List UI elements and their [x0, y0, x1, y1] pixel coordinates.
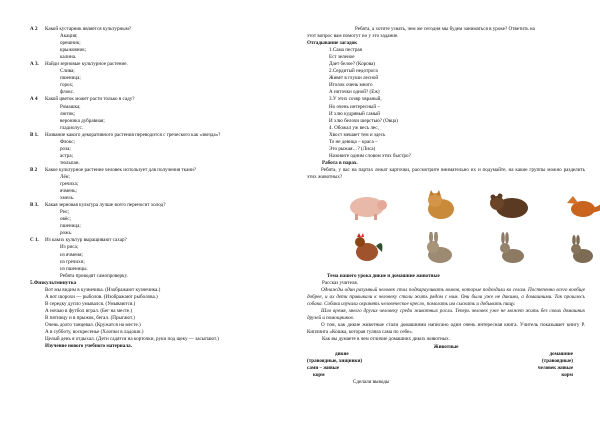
riddle-line: 4. Обожал уж весь лес,	[329, 124, 379, 131]
answer-option: Рис;	[60, 209, 70, 216]
riddle-question: Назовите одним словом этих быстро?	[329, 152, 411, 159]
lesson-topic: Тема нашего урока дикие и домашние животные	[327, 273, 440, 280]
question-text: Какое культурное растение человек использует для получения ткани?	[45, 166, 197, 173]
self-check-note: Ребята проводят самопроверку.	[60, 272, 128, 279]
wild-card	[475, 183, 600, 271]
question-a2	[30, 26, 280, 33]
pair-work-text: Ребята, у вас на партах лежат карточки, рассмотрите внимательно их и подумайте, на какие группы можно разделить этих животных?	[307, 166, 585, 180]
riddle-line: И хлю белочи шерстью? (Овца)	[329, 117, 398, 124]
answer-option: астра;	[60, 152, 74, 159]
fizminutka-heading: 5.Физкультминутка	[30, 279, 77, 286]
riddle-line: Иголок очень много	[329, 82, 373, 89]
question-code: А 2	[30, 26, 38, 32]
intro-line: Ребята, а хотите узнать, чем же сегодня мы будем заниматься в уроке? Ответить на	[355, 26, 535, 32]
answer-option: лютик;	[60, 110, 76, 117]
hare-photo	[475, 227, 547, 271]
answer-option: из пшеницы.	[60, 265, 88, 272]
domestic-subheader: (травоядные)	[541, 357, 573, 364]
question-code: В 1.	[30, 131, 39, 138]
pig-photo	[331, 183, 403, 227]
riddle-line: 3.У этих созвр хвраный,	[329, 96, 382, 103]
answer-option: пшеница;	[60, 223, 81, 230]
table-row	[307, 372, 585, 379]
answer-option: Слива;	[60, 68, 75, 75]
comparison-question: Как вы думаете в чем отличие домашних диких животных.	[322, 336, 450, 343]
domestic-card	[331, 183, 475, 271]
riddle-line: Дает белое? (Корова)	[329, 61, 376, 68]
answer-option: роза;	[60, 145, 71, 152]
right-column	[307, 26, 585, 386]
fox-photo	[547, 183, 600, 227]
poem-line: А вот шорохи — рыболов. (Изображают рыболова.)	[45, 293, 158, 300]
answer-option: крыжовник;	[60, 47, 87, 54]
answer-option: Флокс;	[60, 138, 75, 145]
poem-line: А ночью в футбол играл. (Бег на месте.)	[45, 307, 133, 314]
teacher-story: Однажды один разумный человек стал подкарауливать волков, которые подходили ко селам. Постепенно всего вообще добрее, и их дети привыкали к человеку стали жить рядом с ним. Они были уже не дикими, а домашними. Так прошлось собака. Собаки изучали охранять человеческое кресло, помогать им сыскать и добывать пищу.	[307, 287, 585, 308]
riddle-line: То не девица – краса –	[329, 138, 378, 145]
question-text: Какой цветок может расти только в саду?	[45, 96, 135, 103]
question-text: Из каких культур выращивают сахар?	[45, 237, 127, 244]
conclusion-line: Сделали выводы	[353, 378, 390, 385]
table-sub-row	[307, 358, 585, 365]
question-code: В 2	[30, 166, 38, 173]
question-text: Какая зерновая культура лучше всего переносит холод?	[45, 202, 166, 209]
rooster-photo	[331, 227, 403, 271]
riddle-line: Но очень интересный –	[329, 103, 380, 110]
answer-option: флокс.	[60, 89, 75, 96]
answer-option: вероника дубравная;	[60, 117, 105, 124]
pair-work-heading: Работа в парах.	[322, 159, 358, 166]
answer-option: гладиолус.	[60, 124, 84, 131]
question-c1	[30, 237, 280, 244]
answer-option: из гречихи;	[60, 258, 85, 265]
answer-option: рожь.	[60, 230, 73, 237]
left-column	[30, 26, 280, 350]
question-a3	[30, 61, 280, 68]
riddle-line: Хвост мешает тем и здесь	[329, 131, 386, 138]
intro-line: этот вопрос вам помогут но у это задание.	[307, 33, 399, 40]
question-b1	[30, 132, 280, 139]
question-code: А 4	[30, 96, 38, 103]
animal-cards	[307, 181, 585, 273]
answer-option: орешник;	[60, 40, 81, 47]
answer-option: Из риса;	[60, 244, 79, 251]
answer-option: Акация;	[60, 33, 78, 40]
wild-rabbit-photo	[547, 227, 600, 271]
answer-option: Лён;	[60, 173, 70, 180]
answer-option: тюльпан.	[60, 159, 80, 166]
question-b2	[30, 167, 280, 174]
poem-line: А в субботу, воскресенье (Хлопки в ладоши.)	[45, 329, 144, 336]
answer-option: хмель.	[60, 195, 75, 202]
riddle-line: 1.Сама пестрая	[329, 47, 363, 54]
poem-line: В середку дупло умывался. (Умываются.)	[45, 300, 136, 307]
wild-cell: сами – живые	[307, 364, 339, 371]
riddle-line: И хлю кудрявый самый	[329, 110, 381, 117]
riddle-line: Ест зеленое	[329, 54, 355, 61]
cat-photo	[403, 183, 475, 227]
table-title: Животные	[433, 343, 459, 350]
riddle-line: 2.Сердитый недотрога	[329, 68, 378, 75]
poem-line: Вот мы видим в кузнечика. (Изображают кузнечика.)	[45, 286, 161, 293]
bear-photo	[475, 183, 547, 227]
book-mention: О том, как дикие животные стали домашними написано один очень интересная книга. Учитель показывает книгу Р. Киплинга «Кошка, которая гуляла сама по себе».	[307, 322, 585, 336]
question-a4	[30, 96, 280, 103]
answer-option: пшеница;	[60, 75, 81, 82]
poem-line: Очень долго танцевал. (Кружатся на месте.)	[45, 321, 141, 328]
wild-subheader: (травоядные, хищники)	[307, 357, 363, 364]
section-heading: Изучение нового учебного материала.	[45, 343, 132, 350]
wild-header: дикие	[335, 350, 349, 357]
question-code: А 3.	[30, 61, 39, 68]
domestic-header: домашние	[549, 350, 573, 357]
answer-option: из ячменя;	[60, 251, 83, 258]
question-text: Найди зерновые культурное растение.	[45, 61, 128, 68]
riddles-heading: Отгадывание загадок	[307, 40, 358, 47]
answer-option: калина.	[60, 54, 77, 61]
rabbit-photo	[403, 227, 475, 271]
riddle-line: Живет в глуши лесной	[329, 75, 379, 82]
answer-option: гречиха;	[60, 181, 79, 188]
riddle-line: Это рыжая…? (Лиса)	[329, 145, 376, 152]
poem-line: Целый день я отдыхал. (Дети садятся на корточки, руки под щеку — засыпают.)	[45, 336, 219, 343]
question-text: Название какого декоративного растения переводится с греческого как «звезда»?	[45, 131, 221, 138]
wild-cell: корм	[313, 371, 325, 378]
domestic-cell: человек живые	[537, 364, 573, 371]
riddle-line: А ниточки одной? (Еж)	[329, 89, 380, 96]
question-code: В 3.	[30, 202, 39, 209]
question-b3	[30, 202, 280, 209]
answer-option: ячмень;	[60, 188, 77, 195]
teacher-story-label: Рассказ учителя.	[322, 280, 359, 287]
table-header-row	[307, 351, 585, 358]
question-text: Какой кустарник является культурным?	[45, 26, 132, 32]
answer-option: горох;	[60, 82, 74, 89]
answer-option: овёс;	[60, 216, 71, 223]
table-row	[307, 365, 585, 372]
question-code: С 1.	[30, 237, 39, 244]
domestic-cell: корм	[561, 371, 573, 378]
teacher-story-continued: Шло время, много других человеку среди животных росли. Теперь человек уже не может жить без своих домашних друзей и помощников.	[307, 308, 585, 322]
poem-line: В пятницу и в прыжок, бегал. (Прыгают.)	[45, 314, 135, 321]
answer-option: Ромашка;	[60, 103, 81, 110]
